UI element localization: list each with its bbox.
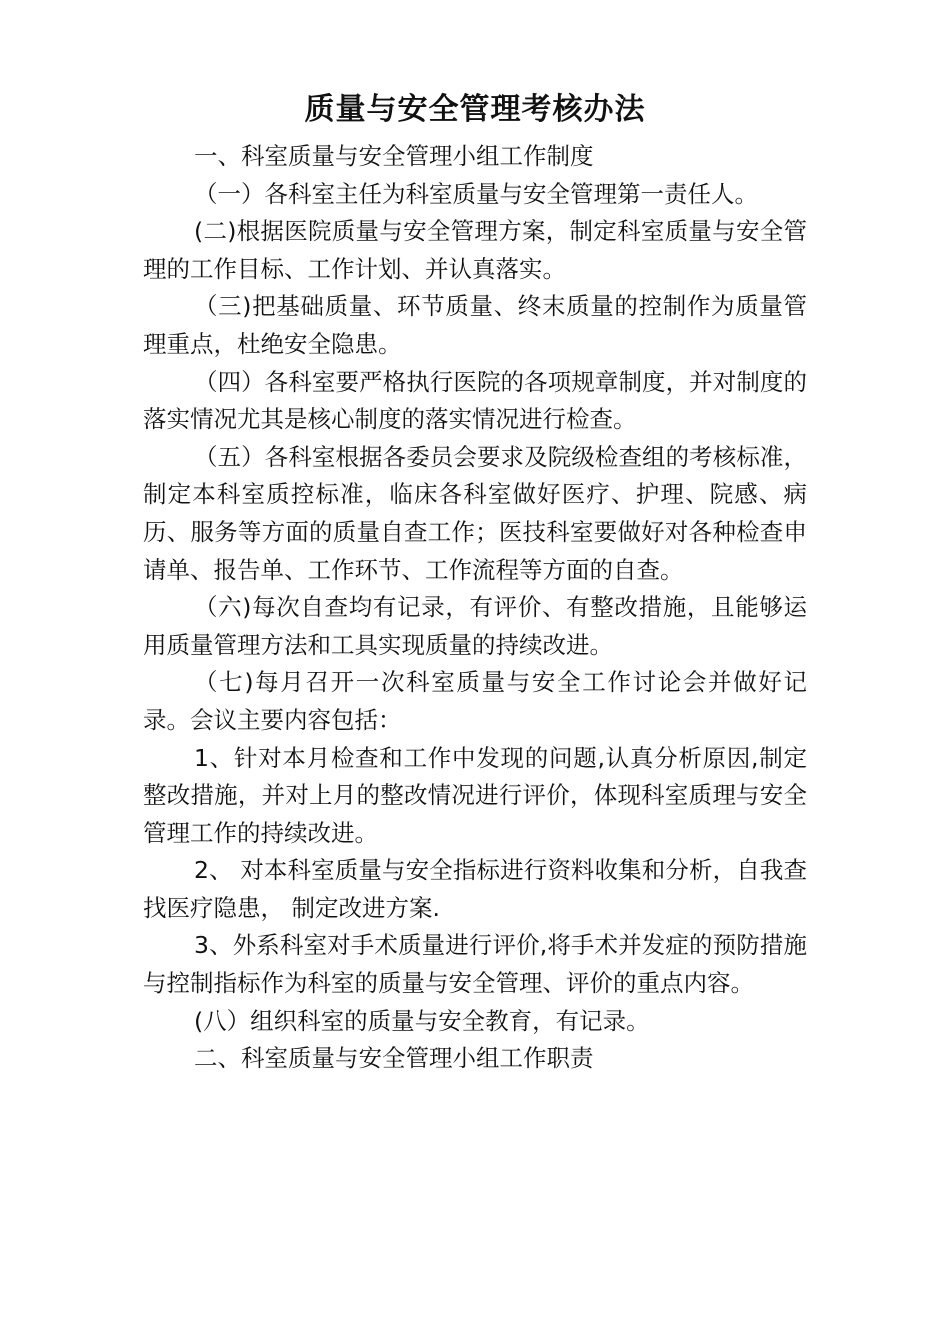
meeting-item-3: 3、外系科室对手术质量进行评价,将手术并发症的预防措施与控制指标作为科室的质量与安全管理、评价的重点内容。 <box>143 931 807 998</box>
document-title: 质量与安全管理考核办法 <box>304 92 646 127</box>
section-heading-1: 一、科室质量与安全管理小组工作制度 <box>194 142 594 170</box>
paragraph-item-4: （四）各科室要严格执行医院的各项规章制度，并对制度的落实情况尤其是核心制度的落实情况进行检查。 <box>143 367 807 434</box>
meeting-item-2: 2、 对本科室质量与安全指标进行资料收集和分析，自我查找医疗隐患， 制定改进方案. <box>143 856 807 922</box>
document-page <box>143 88 807 1078</box>
paragraph-item-8: (八）组织科室的质量与安全教育，有记录。 <box>194 1006 650 1035</box>
section-heading-2: 二、科室质量与安全管理小组工作职责 <box>194 1044 594 1073</box>
paragraph-item-7: （七)每月召开一次科室质量与安全工作讨论会并做好记录。会议主要内容包括： <box>143 668 807 734</box>
meeting-item-1: 1、针对本月检查和工作中发现的问题,认真分析原因,制定整改措施，并对上月的整改情况进行评价，体现科室质理与安全管理工作的持续改进。 <box>143 743 807 847</box>
paragraph-item-6: （六)每次自查均有记录，有评价、有整改措施，且能够运用质量管理方法和工具实现质量的持续改进。 <box>143 593 807 659</box>
paragraph-item-1: （一）各科室主任为科室质量与安全管理第一责任人。 <box>194 179 758 208</box>
paragraph-item-2: (二)根据医院质量与安全管理方案，制定科室质量与安全管理的工作目标、工作计划、并认真落实。 <box>143 217 807 283</box>
paragraph-item-5: （五）各科室根据各委员会要求及院级检查组的考核标准，制定本科室质控标准，临床各科室做好医疗、护理、院感、病历、服务等方面的质量自查工作；医技科室要做好对各种检查申请单、报告单、工作环节、工作流程等方面的自查。 <box>143 442 807 584</box>
paragraph-item-3: （三)把基础质量、环节质量、终末质量的控制作为质量管理重点，杜绝安全隐患。 <box>143 292 807 358</box>
